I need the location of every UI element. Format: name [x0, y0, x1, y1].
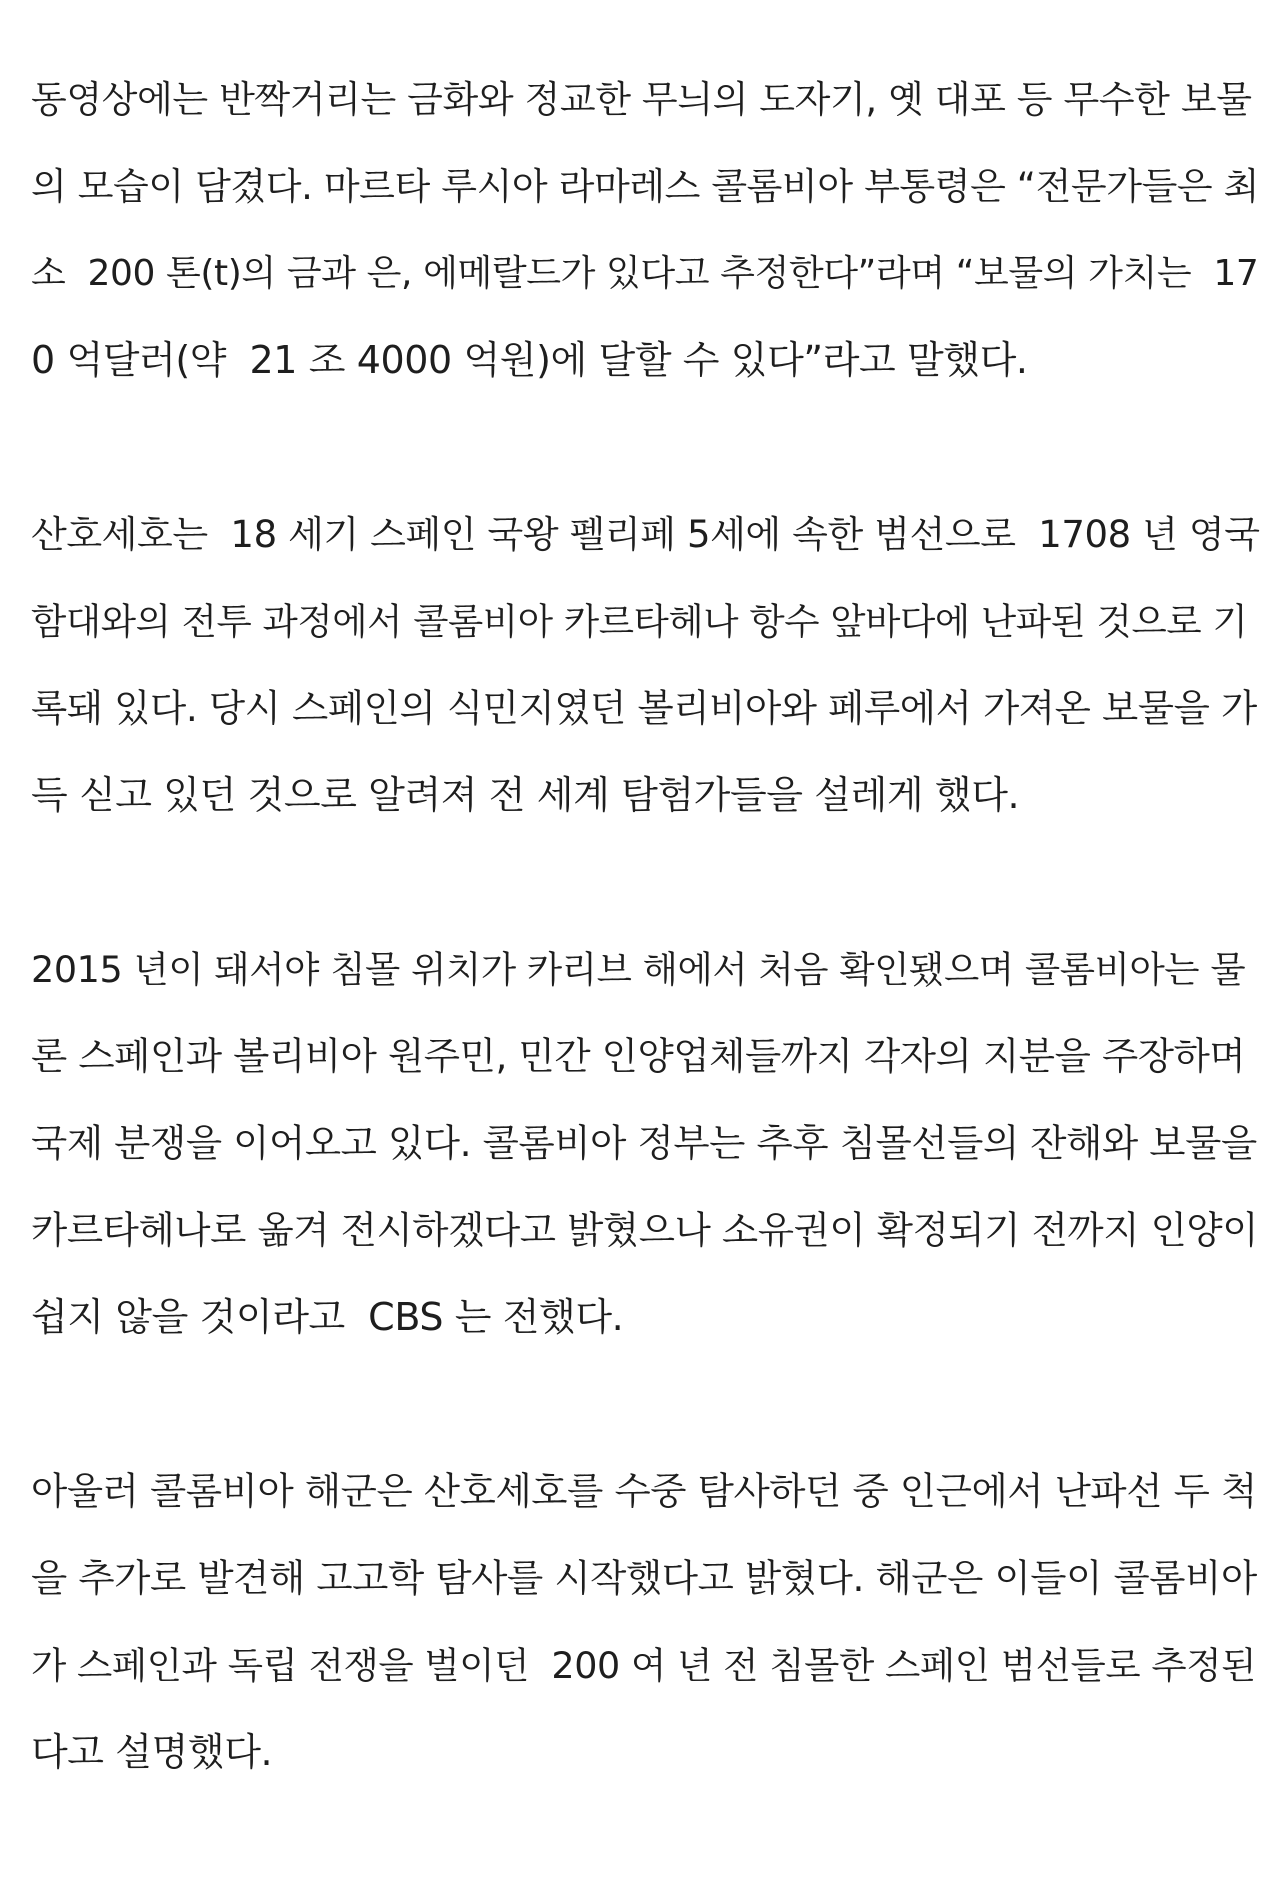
article-body: [31, 56, 1261, 1883]
paragraph-san-jose-history: [31, 491, 1261, 839]
text-line: 득 싣고 있던 것으로 알려져 전 세계 탐험가들을 설레게 했다.: [31, 773, 1020, 817]
text-line: 카르타헤나로 옮겨 전시하겠다고 밝혔으나 소유권이 확정되기 전까지 인양이: [31, 1208, 1259, 1252]
text-line: 국제 분쟁을 이어오고 있다. 콜롬비아 정부는 추후 침몰선들의 잔해와 보물을: [31, 1121, 1257, 1165]
text-line: 록돼 있다. 당시 스페인의 식민지였던 볼리비아와 페루에서 가져온 보물을 가: [31, 686, 1257, 730]
text-line: 아울러 콜롬비아 해군은 산호세호를 수중 탐사하던 중 인근에서 난파선 두 척: [31, 1469, 1257, 1513]
text-line: 함대와의 전투 과정에서 콜롬비아 카르타헤나 항수 앞바다에 난파된 것으로 기: [31, 600, 1248, 643]
text-line: 론 스페인과 볼리비아 원주민, 민간 인양업체들까지 각자의 지분을 주장하며: [31, 1034, 1246, 1078]
text-line: 을 추가로 발견해 고고학 탐사를 시작했다고 밝혔다. 해군은 이들이 콜롬비아: [31, 1556, 1257, 1600]
paragraph-ownership-dispute: [31, 926, 1261, 1361]
text-line: 산호세호는 18 세기 스페인 국왕 펠리페 5세에 속한 범선으로 1708 년 영국: [31, 513, 1260, 556]
text-line: 쉽지 않을 것이라고 CBS 는 전했다.: [31, 1295, 624, 1339]
paragraph-video-description: [31, 56, 1261, 404]
text-line: 의 모습이 담겼다. 마르타 루시아 라마레스 콜롬비아 부통령은 “전문가들은 최: [31, 165, 1259, 208]
text-line: 다고 설명했다.: [31, 1730, 273, 1774]
text-line: 동영상에는 반짝거리는 금화와 정교한 무늬의 도자기, 옛 대포 등 무수한 보물: [31, 78, 1252, 121]
text-line: 소 200 톤(t)의 금과 은, 에메랄드가 있다고 추정한다”라며 “보물의 가치는 17: [31, 253, 1259, 294]
text-line: 가 스페인과 독립 전쟁을 벌이던 200 여 년 전 침몰한 스페인 범선들로 추정된: [31, 1644, 1257, 1687]
text-line: 0 억달러(약 21 조 4000 억원)에 달할 수 있다”라고 말했다.: [31, 338, 1028, 382]
text-line: 2015 년이 돼서야 침몰 위치가 카리브 해에서 처음 확인됐으며 콜롬비아는 물: [31, 948, 1246, 991]
paragraph-additional-wrecks: [31, 1448, 1261, 1796]
